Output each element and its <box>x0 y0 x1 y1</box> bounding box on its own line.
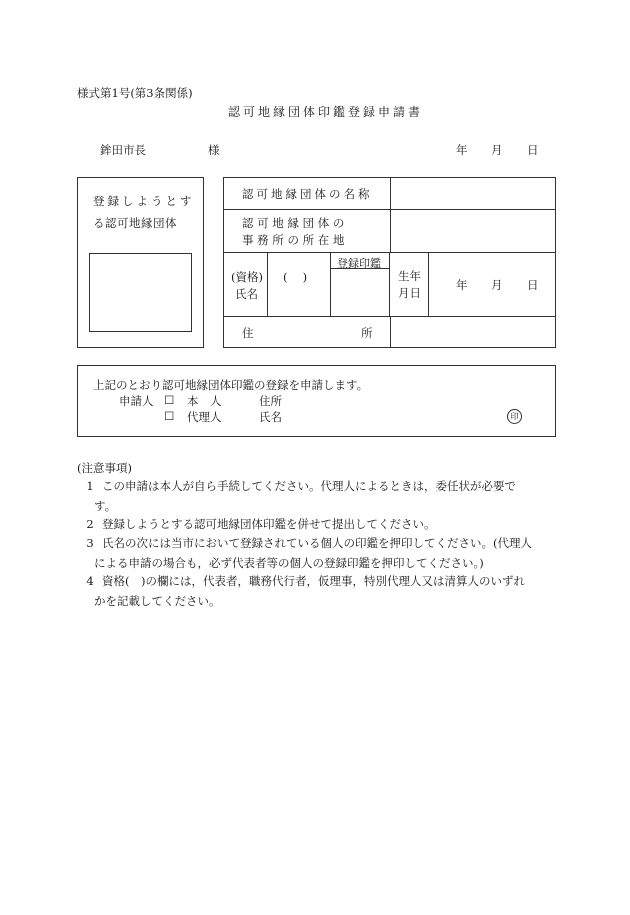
date-month: 月 <box>491 143 503 157</box>
date-year: 年 <box>456 143 468 157</box>
seal-impression-box[interactable] <box>89 253 192 332</box>
note-4-continuation: かを記載してください。 <box>94 594 221 608</box>
date-day: 日 <box>527 143 539 157</box>
form-title: 認可地縁団体印鑑登録申請書 <box>228 105 424 119</box>
seal-mark: 印 <box>507 409 522 424</box>
note-2 <box>78 514 556 534</box>
note-1 <box>78 476 556 516</box>
note-4-text: 資格( )の欄には，代表者，職務代行者，仮理事，特別代理人又は清算人のいずれ <box>102 574 525 588</box>
registered-seal-field[interactable] <box>331 269 389 316</box>
name-label: 氏名 <box>235 287 258 301</box>
note-1-text: この申請は本人が自ら手続してください。代理人によるときは，委任状が必要で <box>102 479 516 493</box>
note-3 <box>78 533 556 573</box>
office-address-field[interactable] <box>391 210 555 252</box>
col-divider-seal-right <box>389 252 390 316</box>
notes-heading: (注意事項) <box>77 461 132 475</box>
note-1-continuation: す。 <box>94 499 117 513</box>
option-self-label: 本 人 <box>187 394 222 408</box>
col-divider-qual <box>267 252 268 316</box>
addressee-mayor: 鉾田市長 <box>100 143 146 157</box>
birth-label-line2: 月日 <box>398 286 421 300</box>
address-field[interactable] <box>391 317 555 347</box>
birth-day: 日 <box>527 278 539 292</box>
application-statement: 上記のとおり認可地縁団体印鑑の登録を申請します。 <box>93 378 369 392</box>
note-4 <box>78 571 556 611</box>
registered-seal-label: 登録印鑑 <box>337 257 381 270</box>
group-panel-line1: 登録しようとす <box>93 194 195 208</box>
note-3-text: 氏名の次には当市において登録されている個人の印鑑を押印してください。(代理人 <box>102 536 532 550</box>
group-name-field[interactable] <box>391 178 555 209</box>
address-label-left: 住 <box>242 326 254 340</box>
col-divider-birth <box>428 252 429 316</box>
birth-month: 月 <box>491 278 503 292</box>
group-name-label: 認可地縁団体の名称 <box>242 187 373 201</box>
note-1-number: 1 <box>86 479 94 493</box>
form-number: 様式第1号(第3条関係) <box>77 86 193 100</box>
office-label-line2: 事 務 所 の 所 在 地 <box>242 233 345 247</box>
option-agent-label: 代理人 <box>187 410 222 424</box>
applicant-name-label: 氏名 <box>259 410 282 424</box>
note-4-number: 4 <box>86 574 94 588</box>
note-2-number: 2 <box>86 517 94 531</box>
note-2-text: 登録しようとする認可地縁団体印鑑を併せて提出してください。 <box>102 517 436 531</box>
applicant-label: 申請人 <box>119 394 154 408</box>
applicant-address-label: 住所 <box>259 394 282 408</box>
group-panel-line2: る認可地縁団体 <box>93 216 177 230</box>
note-3-number: 3 <box>86 536 94 550</box>
addressee-honorific: 様 <box>208 143 220 157</box>
birth-year: 年 <box>456 278 468 292</box>
note-3-continuation: による申請の場合も，必ず代表者等の個人の登録印鑑を押印してください。) <box>94 556 484 570</box>
checkbox-agent[interactable]: ☐ <box>164 409 175 423</box>
qualification-paren: ( ) <box>283 270 308 284</box>
address-label-right: 所 <box>361 326 373 340</box>
birth-label-line1: 生年 <box>398 269 421 283</box>
office-label-line1: 認 可 地 縁 団 体 の <box>242 216 345 230</box>
checkbox-self[interactable]: ☐ <box>164 393 175 407</box>
qualification-label: (資格) <box>231 270 263 284</box>
